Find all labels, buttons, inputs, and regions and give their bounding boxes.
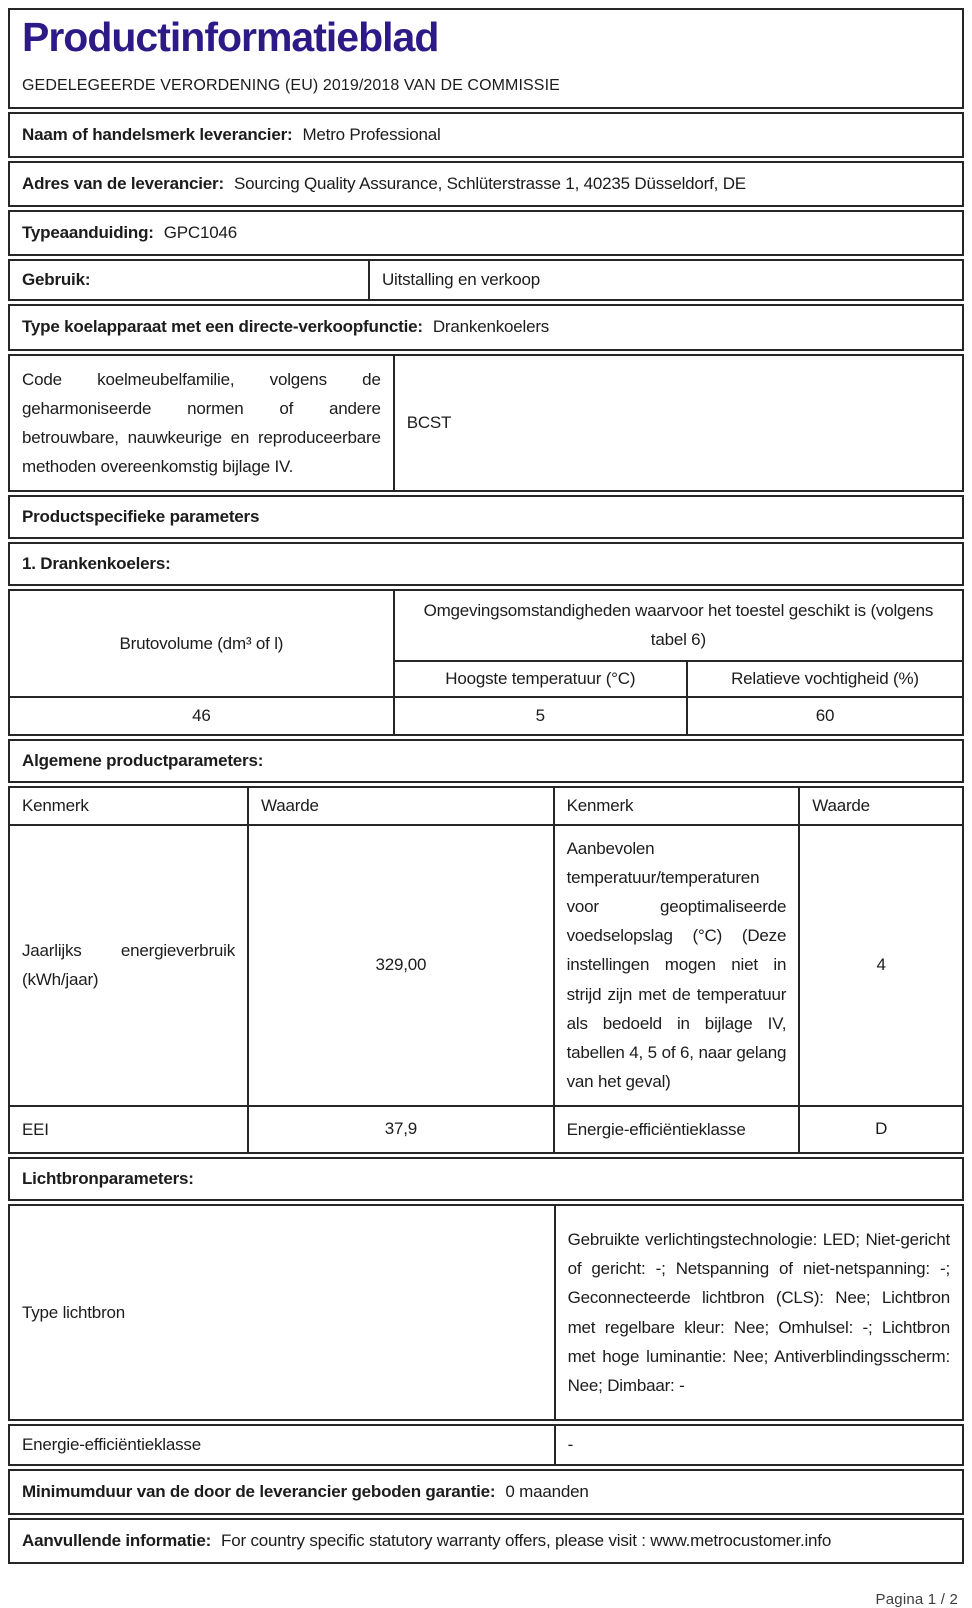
eei-label: EEI <box>22 1119 49 1139</box>
ambient-conditions-header: Omgevingsomstandigheden waarvoor het toestel geschikt is (volgens tabel 6) <box>393 591 962 659</box>
supplier-address-label: Adres van de leverancier: <box>22 174 224 194</box>
type-designation-label: Typeaanduiding: <box>22 223 154 243</box>
row-light-source-type <box>8 1204 964 1421</box>
type-designation-value: GPC1046 <box>163 223 238 243</box>
section-product-specific: Productspecifieke parameters <box>8 495 964 539</box>
appliance-type-value: Drankenkoelers <box>432 317 550 337</box>
section-light-params: Lichtbronparameters: <box>8 1157 964 1201</box>
page-number: Pagina 1 / 2 <box>875 1591 958 1608</box>
supplier-address-value: Sourcing Quality Assurance, Schlüterstrasse 1, 40235 Düsseldorf, DE <box>233 174 746 194</box>
use-value-cell <box>368 261 962 299</box>
family-code-label-cell <box>10 356 393 491</box>
energy-class-value: D <box>798 1105 962 1152</box>
relative-humidity-header: Relatieve vochtigheid (%) <box>686 660 962 696</box>
family-code-label: Code koelmeubelfamilie, volgens de geharmoniseerde normen of andere betrouwbare, nauwkeurige en reproduceerbare methoden overeenkomstig bijlage IV. <box>22 369 381 477</box>
row-supplier-address <box>8 161 964 207</box>
max-temperature-header: Hoogste temperatuur (°C) <box>393 660 686 696</box>
annual-energy-label: Jaarlijks energieverbruik (kWh/jaar) <box>22 940 236 990</box>
light-energy-class-label: Energie-efficiëntieklasse <box>22 1435 201 1455</box>
light-energy-class-label-cell <box>10 1426 554 1464</box>
family-code-value-cell <box>393 356 962 491</box>
light-energy-class-value-cell <box>554 1426 962 1464</box>
col-header-waarde-1: Waarde <box>247 788 553 824</box>
energy-class-label: Energie-efficiëntieklasse <box>566 1119 746 1139</box>
row-supplier-name <box>8 112 964 158</box>
warranty-value: 0 maanden <box>505 1482 589 1502</box>
row-warranty <box>8 1469 964 1515</box>
eei-label-cell <box>10 1105 247 1152</box>
page-title: Productinformatieblad <box>22 14 439 60</box>
row-light-energy-class <box>8 1424 964 1466</box>
header <box>8 8 964 109</box>
gross-volume-value: 46 <box>10 696 393 734</box>
warranty-label: Minimumduur van de door de leverancier geboden garantie: <box>22 1482 496 1502</box>
supplier-name-label: Naam of handelsmerk leverancier: <box>22 125 293 145</box>
use-label: Gebruik: <box>22 270 91 290</box>
light-source-type-value-cell <box>554 1206 962 1419</box>
use-value: Uitstalling en verkoop <box>381 270 541 290</box>
row-family-code <box>8 354 964 493</box>
eei-value: 37,9 <box>247 1105 553 1152</box>
section-drankenkoelers: 1. Drankenkoelers: <box>8 542 964 586</box>
use-label-cell <box>10 261 368 299</box>
family-code-value: BCST <box>406 412 452 432</box>
gross-volume-header: Brutovolume (dm³ of l) <box>119 633 284 653</box>
light-source-type-label: Type lichtbron <box>22 1302 126 1322</box>
recommended-temperature-label: Aanbevolen temperatuur/temperaturen voor geoptimaliseerde voedselopslag (°C) (Deze instellingen mogen niet in strijd zijn met de temperatuur als bedoeld in bijlage IV, tabellen 4, 5 of 6, naar gelang van het geval) <box>553 824 799 1105</box>
light-source-type-value: Gebruikte verlichtingstechnologie: LED; Niet-gericht of gericht: -; Netspanning of niet-netspanning: -; Geconnecteerde lichtbron (CLS): Nee; Lichtbron met regelbare kleur: Nee; Omhulsel: -; Lichtbron met hoge luminantie: Nee; Antiverblindingsscherm: Nee; Dimbaar: - <box>567 1229 950 1396</box>
energy-class-label-cell <box>553 1105 799 1152</box>
light-source-type-label-cell <box>10 1206 554 1419</box>
general-params-table <box>8 786 964 1154</box>
row-additional-info <box>8 1518 964 1564</box>
row-use <box>8 259 964 301</box>
recommended-temperature-value: 4 <box>798 824 962 1105</box>
row-type-designation <box>8 210 964 256</box>
relative-humidity-value: 60 <box>686 696 962 734</box>
col-header-kenmerk-1: Kenmerk <box>22 795 89 815</box>
appliance-type-label: Type koelapparaat met een directe-verkoopfunctie: <box>22 317 423 337</box>
regulation-subtitle: GEDELEGEERDE VERORDENING (EU) 2019/2018 VAN DE COMMISSIE <box>22 77 560 95</box>
additional-info-value: For country specific statutory warranty offers, please visit : www.metrocustomer.info <box>221 1531 832 1551</box>
col-header-kenmerk-2: Kenmerk <box>553 788 799 824</box>
volume-conditions-table <box>8 589 964 735</box>
annual-energy-value: 329,00 <box>247 824 553 1105</box>
additional-info-label: Aanvullende informatie: <box>22 1531 212 1551</box>
row-appliance-type <box>8 304 964 350</box>
col-header-waarde-2: Waarde <box>798 788 962 824</box>
max-temperature-value: 5 <box>393 696 686 734</box>
section-general-params: Algemene productparameters: <box>8 739 964 783</box>
supplier-name-value: Metro Professional <box>302 125 441 145</box>
annual-energy-label-cell <box>10 824 247 1105</box>
light-energy-class-value: - <box>567 1435 574 1455</box>
